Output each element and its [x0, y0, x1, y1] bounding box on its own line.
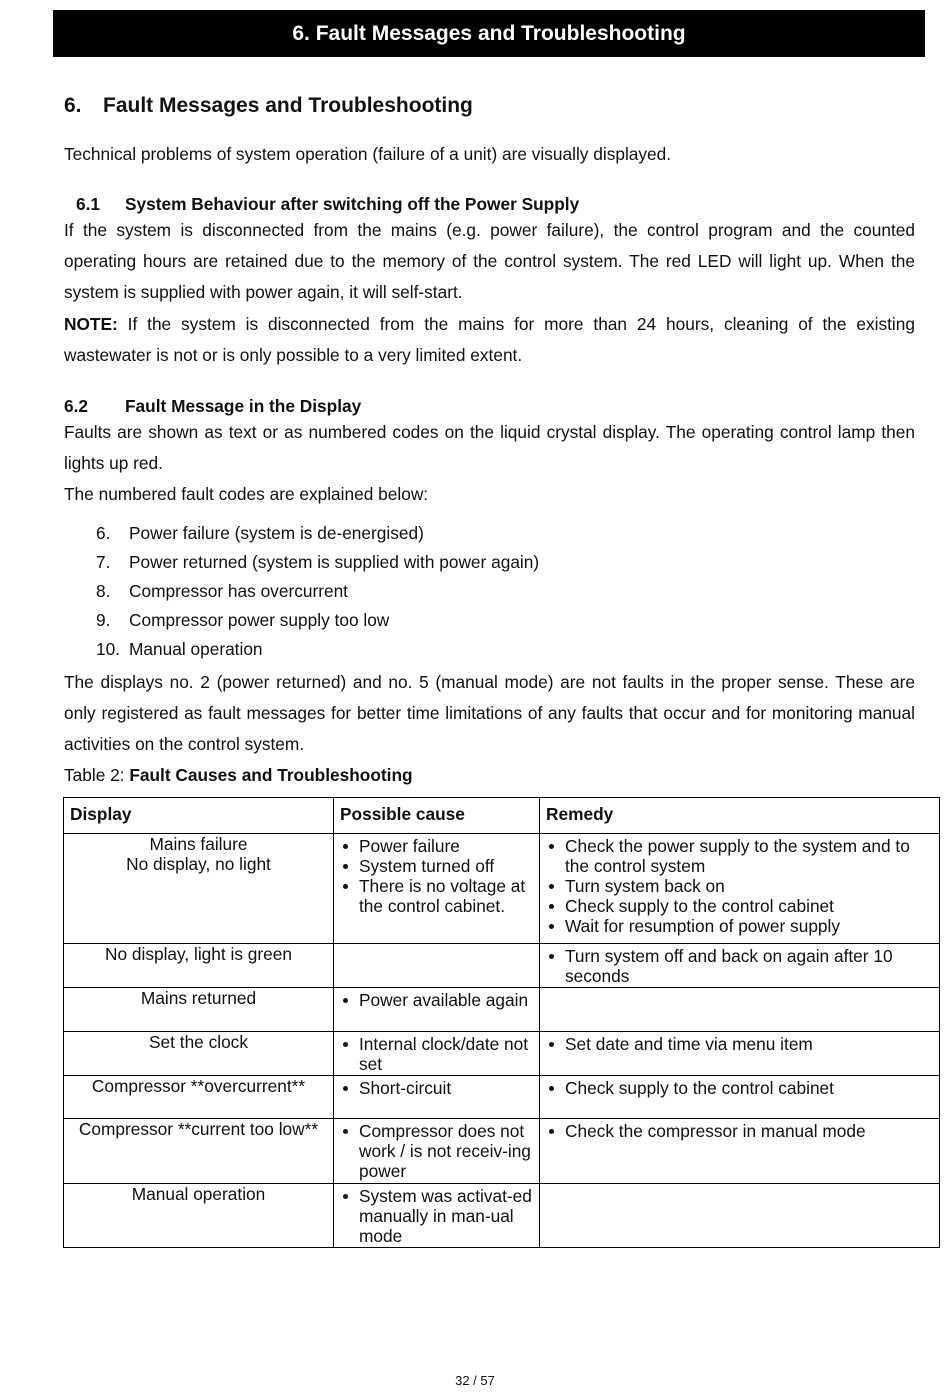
remedy-item: Turn system back on [546, 876, 933, 896]
header-possible-cause: Possible cause [334, 798, 540, 834]
cause-item: Internal clock/date not set [340, 1034, 533, 1074]
table-row [64, 1076, 940, 1119]
table-row [64, 944, 940, 988]
subsection-6-1-body: If the system is disconnected from the mains (e.g. power failure), the control program and the counted operating hours are retained due to the memory of the control system. The red LED will light up. When the system is supplied with power again, it will self-start. [64, 220, 915, 302]
code-text: Manual operation [129, 639, 263, 659]
display-text: Compressor **current too low** [78, 1119, 319, 1139]
header-remedy: Remedy [540, 798, 940, 834]
remedy-item: Set date and time via menu item [546, 1034, 933, 1054]
codes-intro: The numbered fault codes are explained below: [64, 484, 429, 504]
table-caption [64, 762, 413, 788]
bullet-list [540, 1076, 939, 1098]
list-item [64, 577, 539, 606]
note-text: If the system is disconnected from the mains for more than 24 hours, cleaning of the existing wastewater is not or is only possible to a very limited extent. [64, 314, 915, 365]
cause-cell [334, 834, 540, 944]
display-text: No display, no light [126, 854, 271, 874]
cause-cell [334, 1119, 540, 1184]
code-number: 9. [96, 610, 111, 630]
remedy-cell [540, 1032, 940, 1076]
display-text: Set the clock [149, 1032, 248, 1052]
section-intro: Technical problems of system operation (failure of a unit) are visually displayed. [64, 144, 672, 164]
cause-item: Power available again [340, 990, 533, 1010]
note-paragraph [64, 309, 915, 371]
display-text: Mains returned [140, 988, 257, 1008]
cause-cell [334, 944, 540, 988]
subsection-6-2-body: Faults are shown as text or as numbered codes on the liquid crystal display. The operating control lamp then lights up red. [64, 422, 915, 473]
header-display: Display [64, 798, 334, 834]
table-caption-title: Fault Causes and Troubleshooting [129, 765, 413, 785]
cause-cell [334, 988, 540, 1032]
cause-item: There is no voltage at the control cabinet. [340, 876, 533, 916]
remedy-item: Check the power supply to the system and to the control system [546, 836, 933, 876]
subsection-6-1-number: 6.1 [76, 194, 101, 214]
cause-cell [334, 1032, 540, 1076]
remedy-cell [540, 1119, 940, 1184]
bullet-list [334, 1032, 539, 1074]
code-text: Compressor power supply too low [129, 610, 390, 630]
bullet-list [334, 1184, 539, 1246]
list-item [64, 606, 539, 635]
code-number: 8. [96, 581, 111, 601]
cause-cell [334, 1184, 540, 1248]
fault-table [63, 797, 940, 1248]
remedy-item: Check supply to the control cabinet [546, 896, 933, 916]
code-number: 10. [96, 639, 121, 659]
subsection-6-1-title: System Behaviour after switching off the Power Supply [125, 194, 580, 214]
table-caption-prefix: Table 2: [64, 765, 130, 785]
remedy-item: Check supply to the control cabinet [546, 1078, 933, 1098]
subsection-6-2-heading [64, 396, 361, 416]
list-item [64, 519, 539, 548]
remedy-cell [540, 1076, 940, 1119]
remedy-item: Check the compressor in manual mode [546, 1121, 933, 1141]
table-row [64, 1119, 940, 1184]
list-item [64, 635, 539, 664]
page-number: 32 / 57 [455, 1373, 495, 1388]
display-text: No display, light is green [105, 944, 292, 964]
cause-item: Compressor does not work / is not receiv-ing power [340, 1121, 533, 1181]
page-banner [53, 10, 925, 57]
remedy-item: Wait for resumption of power supply [546, 916, 933, 936]
cause-item: Power failure [340, 836, 533, 856]
bullet-list [334, 1076, 539, 1098]
table-header-row [64, 798, 940, 834]
banner-title: 6. Fault Messages and Troubleshooting [292, 21, 686, 45]
display-cell [64, 1119, 334, 1184]
fault-code-list [64, 519, 539, 664]
bullet-list [334, 1119, 539, 1181]
subsection-6-1-heading [76, 194, 579, 214]
bullet-list [540, 944, 939, 986]
remedy-cell [540, 1184, 940, 1248]
display-cell [64, 988, 334, 1032]
table-row [64, 988, 940, 1032]
remedy-cell [540, 944, 940, 988]
subsection-6-2-number: 6.2 [64, 396, 89, 416]
remedy-item: Turn system off and back on again after 10 seconds [546, 946, 933, 986]
display-cell [64, 834, 334, 944]
display-cell [64, 1032, 334, 1076]
bullet-list [334, 834, 539, 916]
cause-cell [334, 1076, 540, 1119]
cause-item: System was activat-ed manually in man-ual mode [340, 1186, 533, 1246]
list-item [64, 548, 539, 577]
table-row [64, 1184, 940, 1248]
section-title: Fault Messages and Troubleshooting [103, 94, 473, 117]
section-number: 6. [64, 94, 82, 117]
remedy-cell [540, 834, 940, 944]
section-heading [64, 94, 473, 118]
remedy-cell [540, 988, 940, 1032]
display-text: Compressor **overcurrent** [91, 1076, 306, 1096]
bullet-list [540, 1119, 939, 1141]
code-number: 6. [96, 523, 111, 543]
cause-item: Short-circuit [340, 1078, 533, 1098]
note-label: NOTE: [64, 314, 118, 334]
table-row [64, 1032, 940, 1076]
cause-item: System turned off [340, 856, 533, 876]
subsection-6-2-title: Fault Message in the Display [125, 396, 362, 416]
display-text: Manual operation [131, 1184, 266, 1204]
code-text: Compressor has overcurrent [129, 581, 348, 601]
code-text: Power failure (system is de-energised) [129, 523, 424, 543]
code-number: 7. [96, 552, 111, 572]
display-cell [64, 1076, 334, 1119]
bullet-list [540, 1032, 939, 1054]
display-cell [64, 1184, 334, 1248]
bullet-list [540, 834, 939, 936]
table-row [64, 834, 940, 944]
display-text: Mains failure [149, 834, 248, 854]
bullet-list [334, 988, 539, 1010]
codes-explanation: The displays no. 2 (power returned) and no. 5 (manual mode) are not faults in the proper sense. These are only registered as fault messages for better time limitations of any faults that occur and for monitoring manual activities on the control system. [64, 672, 915, 754]
display-cell [64, 944, 334, 988]
code-text: Power returned (system is supplied with power again) [129, 552, 540, 572]
